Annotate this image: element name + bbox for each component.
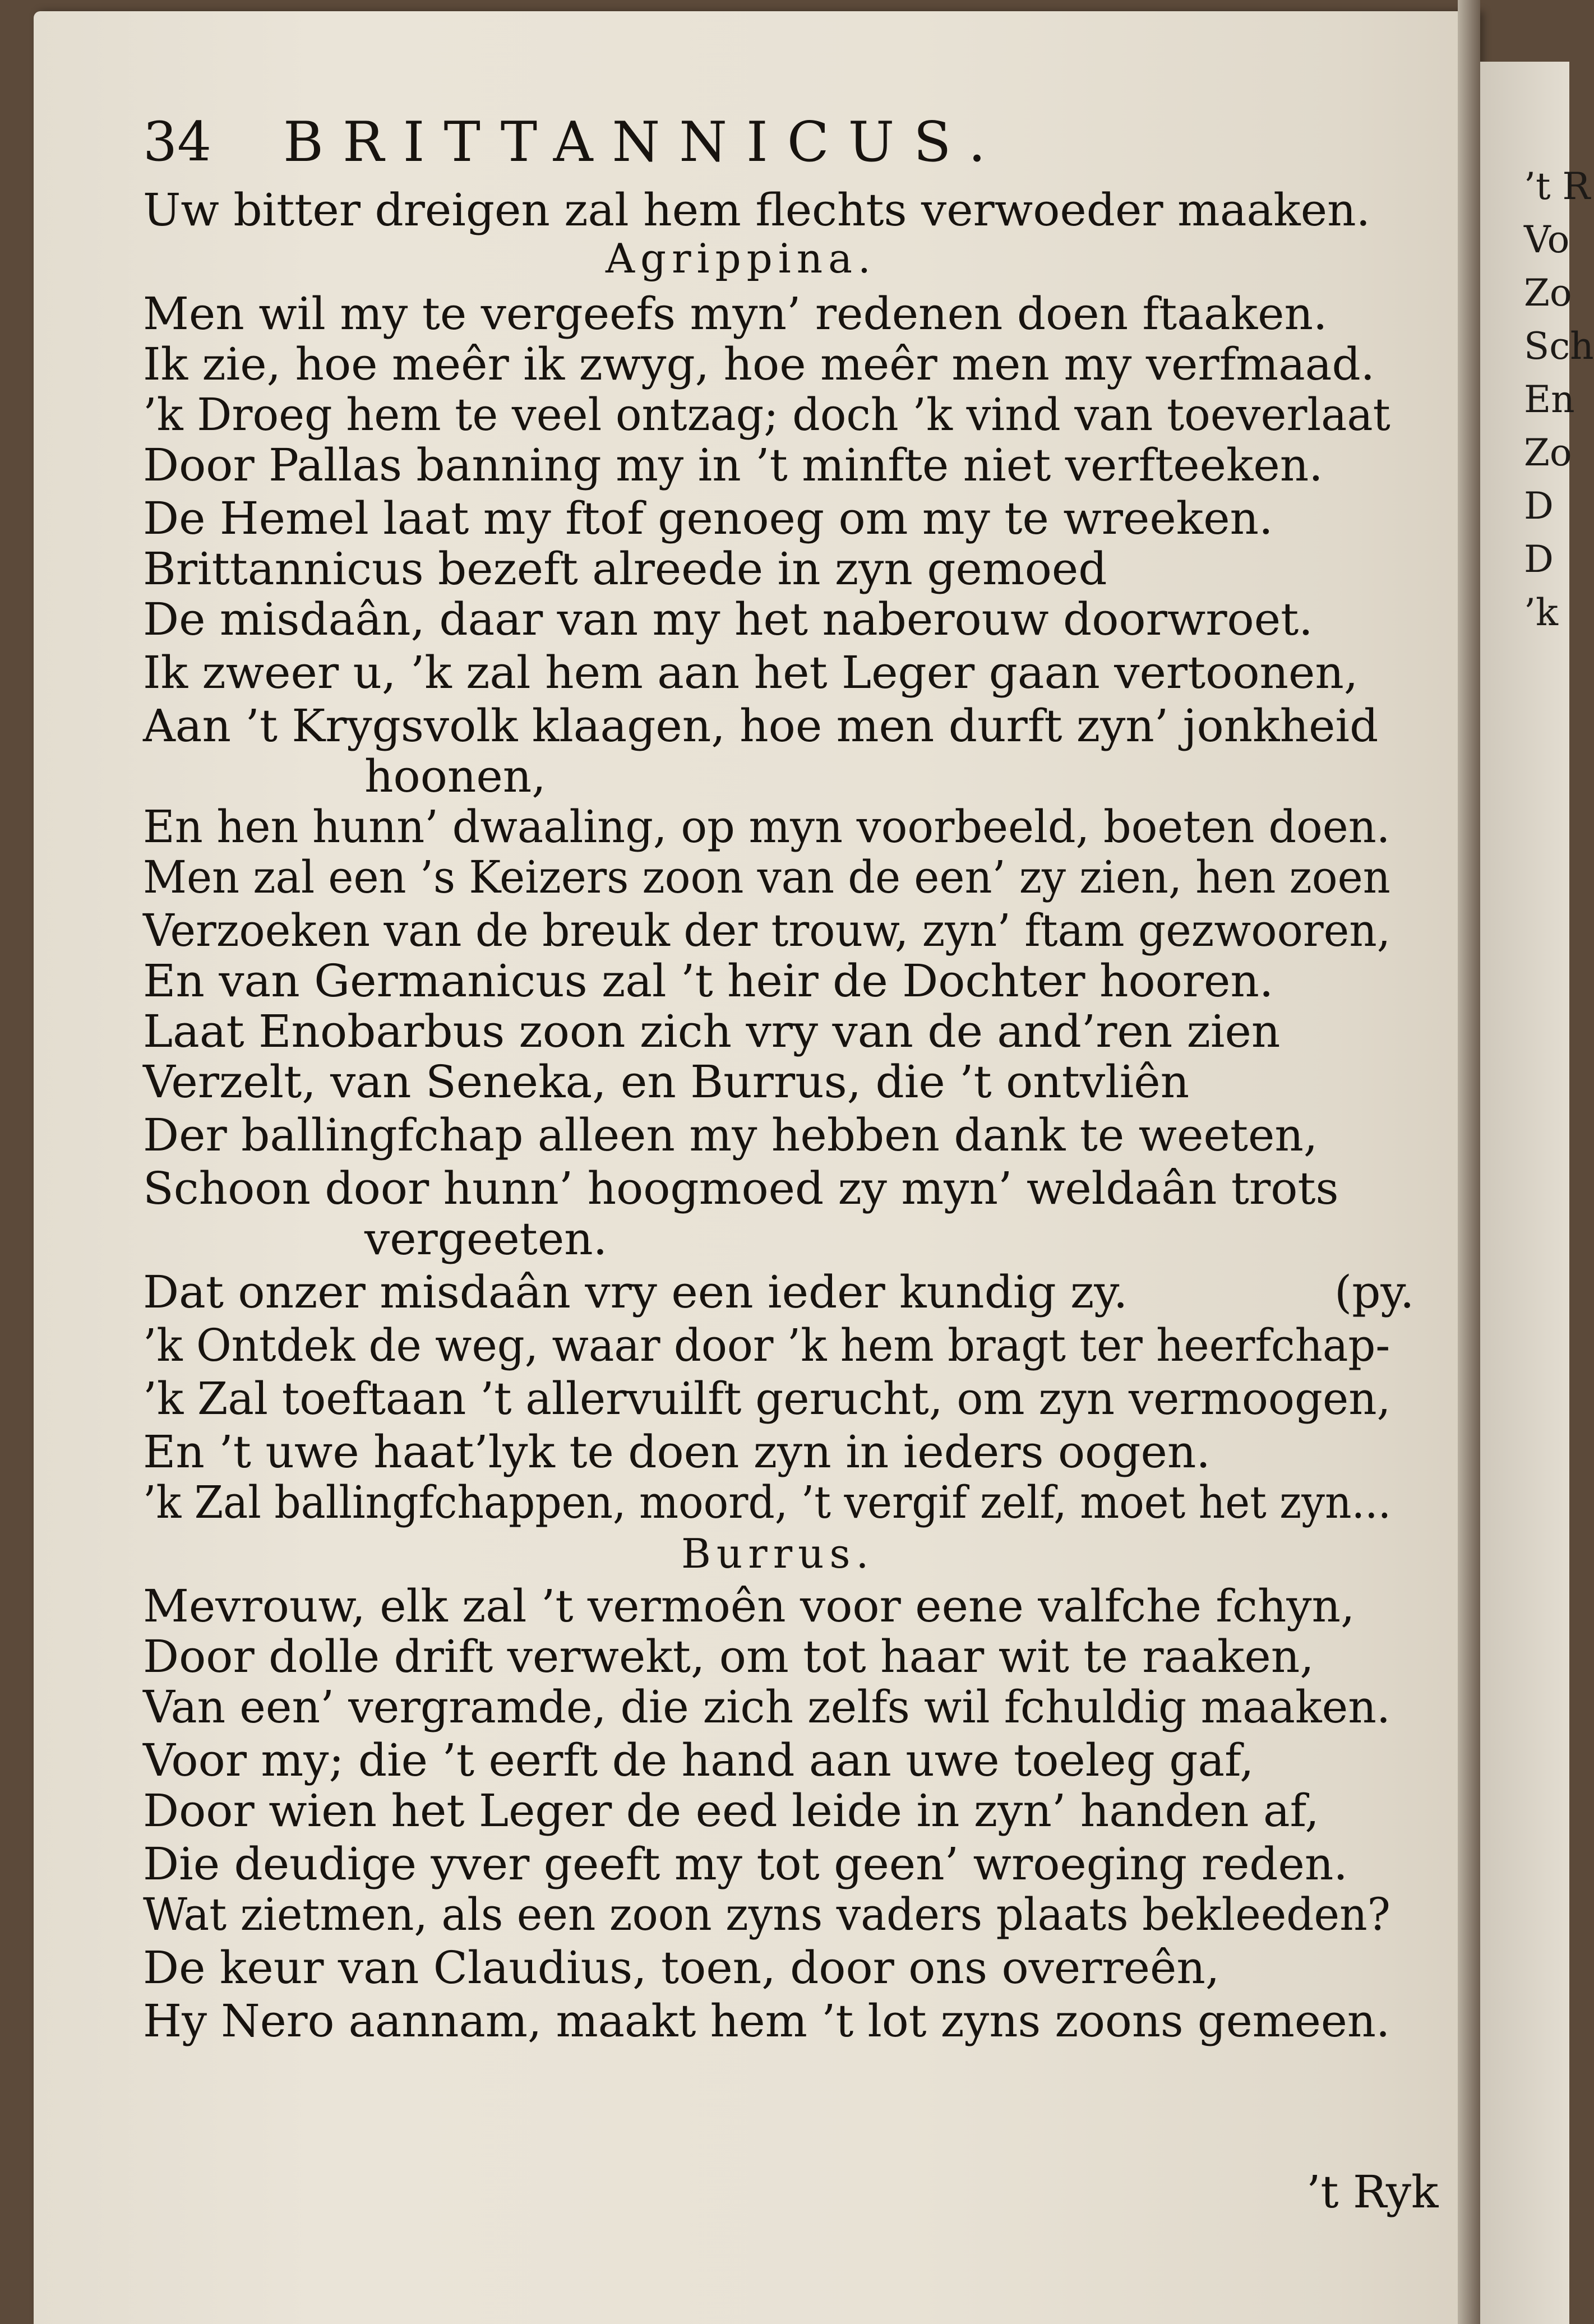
verse-line: Der ballingfchap alleen my hebben dank te weeten, xyxy=(143,1109,1318,1161)
verse-line: En hen hunn’ dwaaling, op myn voorbeeld, boeten doen. xyxy=(143,801,1390,853)
verse-line: Schoon door hunn’ hoogmoed zy myn’ weldaân trots xyxy=(143,1162,1339,1214)
speaker-name: Agrippina. xyxy=(606,235,876,282)
facing-page-fragment: D xyxy=(1524,484,1554,528)
verse-line: En ’t uwe haat’lyk te doen zyn in ieders oogen. xyxy=(143,1426,1210,1478)
verse-line: Laat Enobarbus zoon zich vry van de and’ren zien xyxy=(143,1005,1281,1057)
verse-line: De keur van Claudius, toen, door ons overreên, xyxy=(143,1942,1220,1994)
verse-line: Verzoeken van de breuk der trouw, zyn’ ftam gezwooren, xyxy=(143,904,1391,957)
verse-line: Aan ’t Krygsvolk klaagen, hoe men durft zyn’ jonkheid xyxy=(143,700,1379,752)
verse-line: Door dolle drift verwekt, om tot haar wit te raaken, xyxy=(143,1630,1314,1683)
catchword: ’t Ryk xyxy=(1306,2166,1439,2218)
running-title: BRITTANNICUS. xyxy=(283,110,1005,174)
verse-line: Voor my; die ’t eerft de hand aan uwe toeleg gaf, xyxy=(143,1734,1254,1786)
verse-line: ’k Zal ballingfchappen, moord, ’t vergif zelf, moet het zyn... xyxy=(143,1476,1392,1528)
verse-line: De Hemel laat my ftof genoeg om my te wreeken. xyxy=(143,492,1273,544)
facing-page-fragment: D xyxy=(1524,538,1554,581)
verse-line: Uw bitter dreigen zal hem flechts verwoeder maaken. xyxy=(143,184,1371,236)
facing-page-fragment: ’k xyxy=(1524,591,1558,634)
verse-line: Ik zweer u, ’k zal hem aan het Leger gaan vertoonen, xyxy=(143,646,1359,699)
facing-page-fragment: Zo xyxy=(1524,271,1572,315)
facing-page-fragment: Zo xyxy=(1524,431,1572,474)
verse-line: Door wien het Leger de eed leide in zyn’ handen af, xyxy=(143,1785,1319,1837)
verse-line: Brittannicus bezeft alreede in zyn gemoed xyxy=(143,543,1107,595)
page-number: 34 xyxy=(143,110,212,173)
verse-line: De misdaân, daar van my het naberouw doorwroet. xyxy=(143,593,1313,645)
verse-line: Verzelt, van Seneka, en Burrus, die ’t ontvliên xyxy=(143,1056,1190,1108)
verse-line: Die deudige yver geeft my tot geen’ wroeging reden. xyxy=(143,1838,1348,1890)
verse-line: ’k Zal toeftaan ’t allervuilft gerucht, om zyn vermoogen, xyxy=(143,1373,1391,1425)
verse-line: En van Germanicus zal ’t heir de Dochter hooren. xyxy=(143,955,1274,1007)
speaker-name: Burrus. xyxy=(681,1530,875,1577)
verse-line: Men zal een ’s Keizers zoon van de een’ zy zien, hen zoen xyxy=(143,851,1390,903)
verse-line: ’k Droeg hem te veel ontzag; doch ’k vind van toeverlaat xyxy=(143,389,1390,441)
facing-page-fragment: Vo xyxy=(1524,218,1570,261)
verse-line: Dat onzer misdaân vry een ieder kundig zy. xyxy=(143,1266,1128,1318)
verse-line: ’k Ontdek de weg, waar door ’k hem bragt ter heerfchap- xyxy=(143,1319,1390,1371)
facing-page-fragment: ’t R xyxy=(1524,165,1591,208)
verse-line: Men wil my te vergeefs myn’ redenen doen ftaaken. xyxy=(143,288,1328,340)
verse-line: Hy Nero aannam, maakt hem ’t lot zyns zoons gemeen. xyxy=(143,1995,1390,2047)
verse-line: Wat zietmen, als een zoon zyns vaders plaats bekleeden? xyxy=(143,1888,1390,1940)
facing-page-fragment: En xyxy=(1524,378,1575,421)
verse-line: Mevrouw, elk zal ’t vermoên voor eene valfche fchyn, xyxy=(143,1580,1355,1632)
verse-line: hoonen, xyxy=(364,750,546,802)
turnover-fragment: (py. xyxy=(1334,1266,1415,1318)
verse-line: Van een’ vergramde, die zich zelfs wil fchuldig maaken. xyxy=(143,1681,1390,1733)
verse-line: Door Pallas banning my in ’t minfte niet verfteeken. xyxy=(143,439,1323,491)
facing-page-fragment: Sch xyxy=(1524,325,1594,368)
verse-line: Ik zie, hoe meêr ik zwyg, hoe meêr men my verfmaad. xyxy=(143,338,1375,390)
verse-line: vergeeten. xyxy=(364,1213,608,1265)
